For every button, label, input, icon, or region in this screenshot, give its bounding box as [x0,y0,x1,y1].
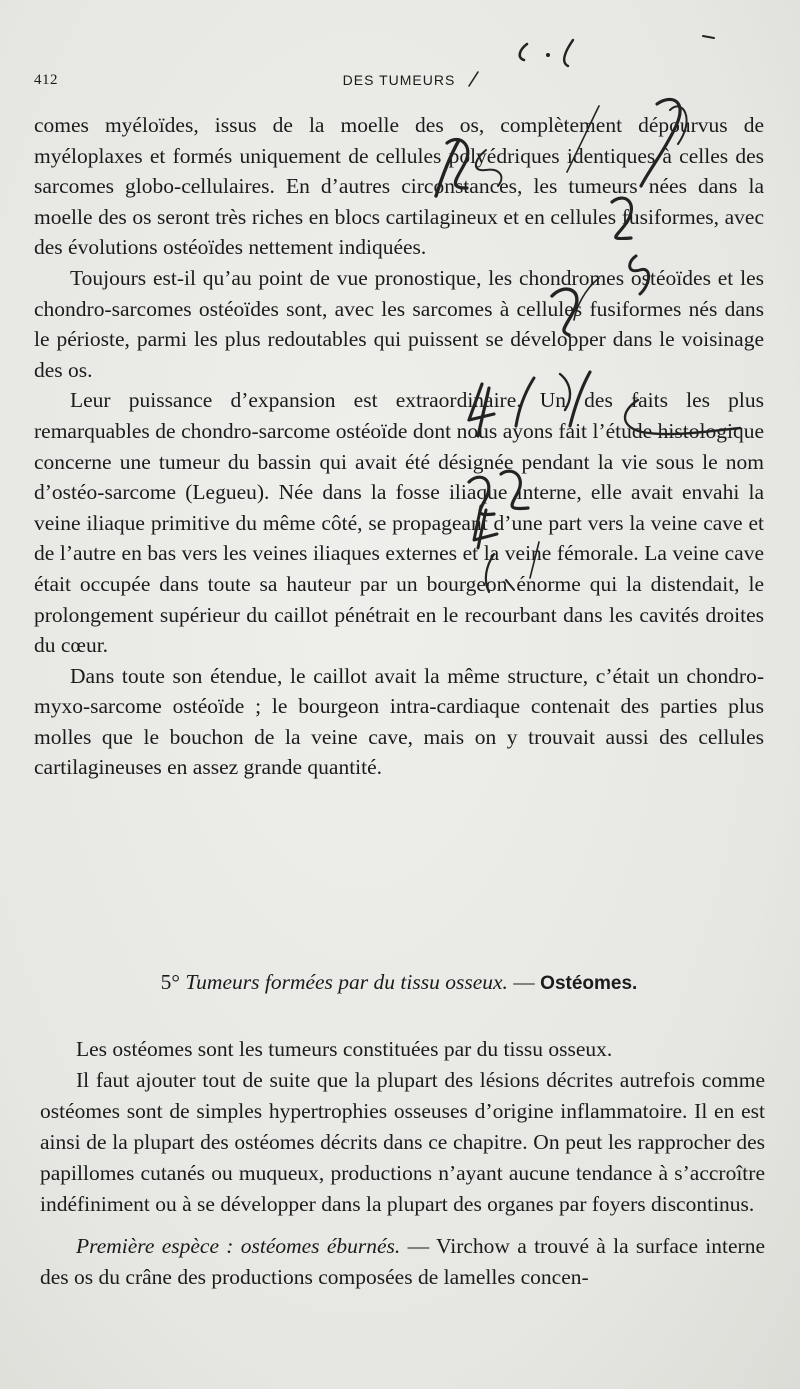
paragraph-first-species [40,1231,765,1293]
section-dash: — [513,970,535,994]
paragraph-expansion: Leur puissance d’expansion est extraordinaire. Un des faits les plus remarquables de chondro-sarcome ostéoïde dont nous ayons fait l’étude histologique concerne une tumeur du bassin qui avait été désignée pendant la vie sous le nom d’ostéo-sarcome (Legueu). Née dans la fosse iliaque interne, elle avait envahi la veine iliaque primitive du même côté, se propageant d’une part vers la veine cave et de l’autre en bas vers les veines iliaques externes et la veine fémorale. La veine cave était occupée dans toute sa hauteur par un bourgeon énorme qui la distendait, le prolongement supérieur du caillot pénétrait en le recourbant dans les cavités droites du cœur. [34,388,764,658]
section-title-bold: Ostéomes. [540,973,638,994]
paragraph-prognosis: Toujours est-il qu’au point de vue pronostique, les chondromes ostéoïdes et les chondro-sarcomes ostéoïdes sont, avec les sarcomes à cellules fusiformes nés dans le périoste, parmi les plus redoutables qui puissent se développer dans le voisinage des os. [34,265,764,382]
paragraph-lesions: Il faut ajouter tout de suite que la plupart des lésions décrites autrefois comme ostéomes sont de simples hypertrophies osseuses d’origine inflammatoire. Il en est ainsi de la plupart des ostéomes décrits dans ce chapitre. On peut les rapprocher des papillomes cutanés ou muqueux, productions n’ayant aucune tendance à s’accroître indéfiniment ou à se développer dans la plupart des organes par foyers discontinus. [40,1068,765,1216]
page-number: 412 [34,72,58,88]
body-text-bottom [40,1034,765,1293]
first-species-lead: Première espèce : ostéomes éburnés. [76,1234,401,1258]
first-species-text: — Virchow a trouvé à la surface interne des os du crâne des productions composées de lamelles concen- [40,1234,765,1289]
section-title-italic: Tumeurs formées par du tissu osseux. [185,970,508,994]
paragraph-continuation: comes myéloïdes, issus de la moelle des os, complètement dépourvus de myéloplaxes et formés uniquement de cellules polyédriques identiques à celles des sarcomes globo-cellulaires. En d’autres circonstances, les tumeurs nées dans la moelle des os seront très riches en blocs cartilagineux et en cellules fusiformes, avec des évolutions ostéoïdes nettement indiquées. [34,113,764,260]
body-text-top [34,110,764,783]
running-title: DES TUMEURS [342,72,456,88]
paragraph-structure: Dans toute son étendue, le caillot avait la même structure, c’était un chondro-myxo-sarcome ostéoïde ; le bourgeon intra-cardiaque contenait des parties plus molles que le bouchon de la veine cave, mais on y trouvait aussi des cellules cartilagineuses en assez grande quantité. [34,663,764,780]
paragraph-definition: Les ostéomes sont les tumeurs constituées par du tissu osseux. [76,1037,613,1061]
section-number: 5° [160,970,181,994]
section-heading [34,967,764,999]
running-head [34,72,764,96]
